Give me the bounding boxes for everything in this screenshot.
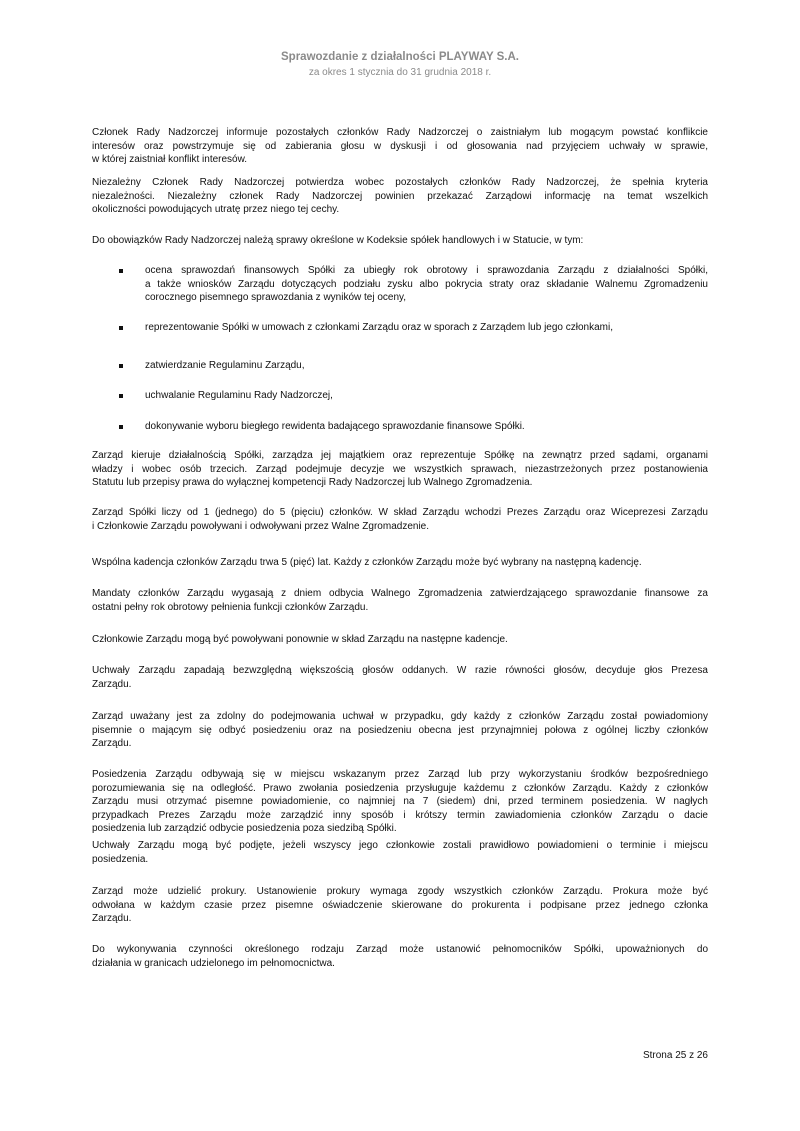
text-line: dokonywanie wyboru biegłego rewidenta badającego sprawozdanie finansowe Spółki. [145,421,525,432]
text-line: władzy i wobec osób trzecich. Zarząd podejmuje decyzje we wszystkich sprawach, niezastrzeżonych przez postanowienia [92,463,708,475]
text-line: i Członkowie Zarządu powoływani i odwoływani przez Walne Zgromadzenie. [92,520,430,532]
text-line: posiedzenia lub zarządzić odbycie posiedzenia poza siedzibą Spółki. [92,823,397,835]
text-line: Zarządu. [92,678,132,690]
text-line: Zarząd kieruje działalnością Spółki, zarządza jej majątkiem oraz reprezentuje Spółkę na zewnątrz przed sądami, organami [92,450,708,461]
text-line: Zarządu. [92,913,132,925]
text-line: w której zaistniał konflikt interesów. [92,154,248,166]
paragraph [92,768,708,836]
paragraph [92,839,708,866]
document-header-subtitle: za okres 1 stycznia do 31 grudnia 2018 r. [308,67,492,78]
text-line: Do obowiązków Rady Nadzorczej należą sprawy określone w Kodeksie spółek handlowych i w Statucie, w tym: [92,235,584,246]
text-line: Do wykonywania czynności określonego rodzaju Zarząd może ustanowić pełnomocników Spółki, upoważnionych do [92,944,708,955]
bullet-list-item [145,359,708,373]
text-line: Uchwały Zarządu mogą być podjęte, jeżeli wszyscy jego członkowie zostali prawidłowo powiadomieni o terminie i miejscu [92,840,708,851]
text-line: Statutu lub przepisy prawa do wyłącznej kompetencji Rady Nadzorczej lub Walnego Zgromadzenia. [92,477,533,489]
text-line: Wspólna kadencja członków Zarządu trwa 5 (pięć) lat. Każdy z członków Zarządu może być wybrany na następną kadencję. [92,557,642,568]
paragraph [92,943,708,970]
bullet-list-item [145,389,708,403]
paragraph [92,176,708,217]
text-line: reprezentowanie Spółki w umowach z członkami Zarządu oraz w sporach z Zarządem lub jego członkami, [145,322,613,333]
text-line: uchwalanie Regulaminu Rady Nadzorczej, [145,390,333,401]
text-line: działania w granicach udzielonego im pełnomocnictwa. [92,957,335,969]
paragraph [92,234,708,248]
text-line: Zarządu musi otrzymać pisemne powiadomienie, co najmniej na 7 (siedem) dni, przed terminem posiedzenia. W nagłych [92,796,708,808]
square-bullet-icon [119,269,123,273]
text-line: Zarządu. [92,738,132,750]
paragraph [92,633,708,647]
square-bullet-icon [119,425,123,429]
text-line: Niezależny Członek Rady Nadzorczej potwierdza wobec pozostałych członków Rady Nadzorczej, że spełnia kryteria [92,177,708,188]
paragraph [92,506,708,533]
text-line: Zarząd uważany jest za zdolny do podejmowania uchwał w przypadku, gdy każdy z członków Zarządu został powiadomiony [92,711,708,722]
text-line: a także wniosków Zarządu dotyczących podziału zysku albo pokrycia straty oraz składanie Walnemu Zgromadzeniu [145,278,708,290]
text-line: interesów oraz powstrzymuje się od zabierania głosu w dyskusji i od głosowania nad przyjęciem uchwały w sprawie, [92,140,708,152]
paragraph [92,556,708,570]
text-line: ocena sprawozdań finansowych Spółki za ubiegły rok obrotowy i sprawozdania Zarządu z działalności Spółki, [145,265,708,276]
text-line: Członek Rady Nadzorczej informuje pozostałych członków Rady Nadzorczej o zaistniałym lub mogącym powstać konflikcie [92,127,708,138]
text-line: porozumiewania się na odległość. Prawo zwołania posiedzenia przysługuje każdemu z członków Zarządu. Każdy z członków [92,782,708,794]
bullet-list-item [145,321,708,335]
text-line: posiedzenia. [92,853,149,865]
text-line: przypadkach Prezes Zarządu może zarządzić inny sposób i krótszy termin zawiadomienia członków Zarządu o dacie [92,809,708,821]
square-bullet-icon [119,394,123,398]
text-line: Uchwały Zarządu zapadają bezwzględną większością głosów oddanych. W razie równości głosów, decyduje głos Prezesa [92,665,708,676]
paragraph [92,664,708,691]
text-line: Posiedzenia Zarządu odbywają się w miejscu wskazanym przez Zarząd lub przy wykorzystaniu środków bezpośredniego [92,769,708,780]
text-line: okoliczności powodujących utratę przez niego tej cechy. [92,204,340,216]
text-line: Zarząd Spółki liczy od 1 (jednego) do 5 (pięciu) członków. W skład Zarządu wchodzi Prezes Zarządu oraz Wiceprezesi Zarządu [92,507,708,518]
text-line: Mandaty członków Zarządu wygasają z dniem odbycia Walnego Zgromadzenia zatwierdzającego sprawozdanie finansowe za [92,588,708,599]
text-line: Członkowie Zarządu mogą być powoływani ponownie w skład Zarządu na następne kadencje. [92,634,508,645]
text-line: zatwierdzanie Regulaminu Zarządu, [145,360,305,371]
bullet-list-item [145,420,708,434]
paragraph [92,587,708,614]
text-line: odwołana w każdym czasie przez pisemne oświadczenie skierowane do prokurenta i podpisane przez jednego członka [92,899,708,911]
square-bullet-icon [119,326,123,330]
text-line: niezależności. Niezależny członek Rady Nadzorczej powinien przekazać Zarządowi informację na temat wszelkich [92,190,708,202]
page-number: Strona 25 z 26 [642,1050,708,1061]
text-line: corocznego pisemnego sprawozdania z wyników tej oceny, [145,292,407,304]
text-line: ostatni pełny rok obrotowy pełnienia funkcji członków Zarządu. [92,601,369,613]
paragraph [92,710,708,751]
paragraph [92,885,708,926]
text-line: Zarząd może udzielić prokury. Ustanowienie prokury wymaga zgody wszystkich członków Zarządu. Prokura może być [92,886,708,897]
paragraph [92,126,708,167]
document-header-title: Sprawozdanie z działalności PLAYWAY S.A. [281,51,519,63]
text-line: pisemnie o mającym się odbyć posiedzeniu oraz na posiedzeniu obecna jest przynajmniej połowa z ogólnej liczby członków [92,724,708,736]
bullet-list-item [145,264,708,305]
square-bullet-icon [119,364,123,368]
paragraph [92,449,708,490]
